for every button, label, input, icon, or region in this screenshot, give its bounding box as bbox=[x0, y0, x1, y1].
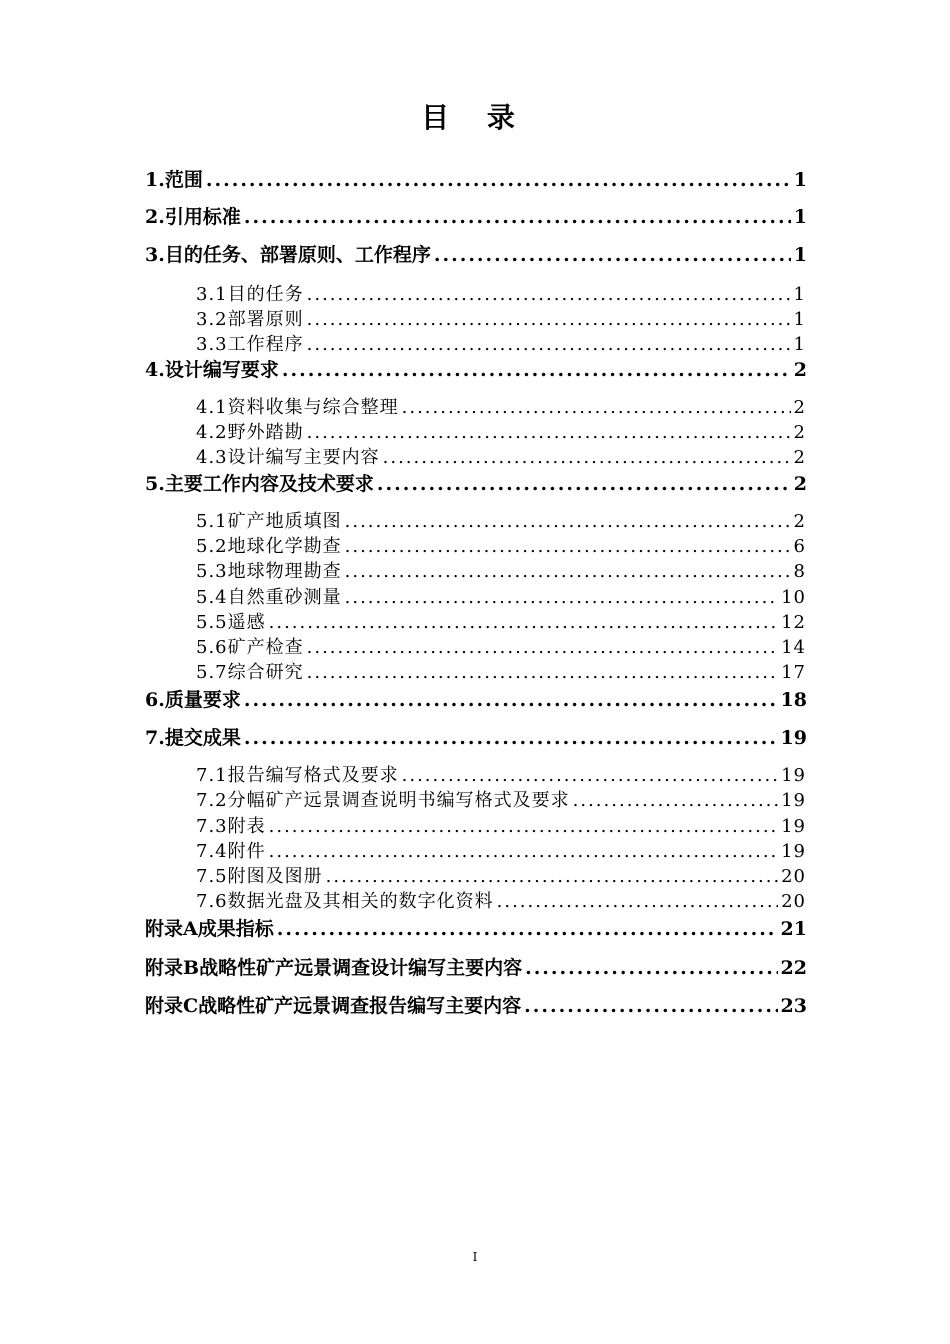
toc-entry-page: 20 bbox=[781, 866, 806, 887]
toc-entry-title: 矿产检查 bbox=[227, 637, 304, 658]
toc-entry-number: 7.2 bbox=[196, 790, 228, 811]
toc-entry-title: 范围 bbox=[164, 169, 203, 191]
toc-entry-title: 遥感 bbox=[227, 612, 266, 633]
toc-entry[interactable] bbox=[145, 991, 807, 1018]
toc-leader-dots bbox=[345, 587, 778, 608]
toc-entry-number: 4.1 bbox=[196, 397, 228, 418]
toc-entry-title: 附图及图册 bbox=[227, 866, 323, 887]
toc-leader-dots bbox=[244, 689, 778, 711]
toc-leader-dots bbox=[307, 309, 791, 330]
toc-entry[interactable] bbox=[196, 583, 806, 609]
toc-entry-page: 2 bbox=[793, 422, 806, 443]
toc-entry[interactable] bbox=[145, 165, 807, 192]
toc-entry-title: 目的任务 bbox=[227, 284, 304, 305]
toc-entry[interactable] bbox=[196, 837, 806, 863]
toc-leader-dots bbox=[524, 995, 777, 1017]
toc-entry-number: 7.3 bbox=[196, 816, 228, 837]
toc-entry-title: 报告编写格式及要求 bbox=[227, 765, 399, 786]
toc-entry[interactable] bbox=[196, 658, 806, 684]
toc-entry-number: 1. bbox=[145, 169, 165, 191]
toc-entry[interactable] bbox=[145, 469, 807, 496]
toc-entry[interactable] bbox=[196, 532, 806, 558]
toc-entry-page: 1 bbox=[793, 284, 806, 305]
toc-entry-page: 19 bbox=[780, 727, 807, 749]
toc-entry-page: 1 bbox=[793, 206, 807, 228]
toc-entry-page: 2 bbox=[793, 359, 807, 381]
toc-entry-number: 附录C bbox=[145, 995, 199, 1017]
toc-entry-page: 1 bbox=[793, 244, 807, 266]
toc-entry-number: 5.3 bbox=[196, 561, 228, 582]
toc-entry-number: 5.2 bbox=[196, 536, 228, 557]
toc-entry-page: 20 bbox=[781, 891, 806, 912]
toc-entry-number: 7.1 bbox=[196, 765, 228, 786]
toc-entry-number: 3.3 bbox=[196, 334, 228, 355]
toc-entry-title: 资料收集与综合整理 bbox=[227, 397, 399, 418]
toc-entry-title: 数据光盘及其相关的数字化资料 bbox=[227, 891, 494, 912]
toc-entry[interactable] bbox=[196, 786, 806, 812]
toc-entry-page: 8 bbox=[793, 561, 806, 582]
toc-leader-dots bbox=[345, 511, 791, 532]
toc-entry-page: 21 bbox=[780, 918, 807, 940]
toc-entry-title: 成果指标 bbox=[197, 918, 274, 940]
toc-entry-title: 附表 bbox=[227, 816, 266, 837]
toc-entry-title: 地球物理勘查 bbox=[227, 561, 342, 582]
toc-entry-number: 7.5 bbox=[196, 866, 228, 887]
toc-leader-dots bbox=[402, 765, 778, 786]
toc-entry-title: 分幅矿产远景调查说明书编写格式及要求 bbox=[227, 790, 570, 811]
toc-leader-dots bbox=[307, 334, 791, 355]
toc-entry-title: 野外踏勘 bbox=[227, 422, 304, 443]
toc-leader-dots bbox=[269, 612, 778, 633]
toc-entry-page: 19 bbox=[781, 841, 806, 862]
page-number: I bbox=[472, 1250, 478, 1264]
toc-entry[interactable] bbox=[145, 202, 807, 229]
toc-entry-title: 工作程序 bbox=[227, 334, 304, 355]
toc-leader-dots bbox=[307, 284, 791, 305]
toc-entry[interactable] bbox=[196, 393, 806, 419]
toc-entry-title: 提交成果 bbox=[164, 727, 241, 749]
toc-entry-number: 7.4 bbox=[196, 841, 228, 862]
toc-entry-title: 引用标准 bbox=[164, 206, 241, 228]
toc-leader-dots bbox=[345, 536, 791, 557]
toc-entry-title: 目的任务、部署原则、工作程序 bbox=[164, 244, 431, 266]
toc-entry-title: 设计编写要求 bbox=[164, 359, 279, 381]
toc-entry-number: 7.6 bbox=[196, 891, 228, 912]
toc-entry-page: 2 bbox=[793, 473, 807, 495]
toc-entry[interactable] bbox=[196, 443, 806, 469]
toc-entry-number: 3.1 bbox=[196, 284, 228, 305]
toc-leader-dots bbox=[269, 841, 778, 862]
toc-entry-title: 设计编写主要内容 bbox=[227, 447, 380, 468]
toc-leader-dots bbox=[277, 918, 778, 940]
toc-entry[interactable] bbox=[145, 953, 807, 980]
toc-entry-number: 3.2 bbox=[196, 309, 228, 330]
toc-entry-page: 2 bbox=[793, 447, 806, 468]
toc-entry[interactable] bbox=[196, 418, 806, 444]
toc-leader-dots bbox=[326, 866, 778, 887]
toc-entry-number: 4.2 bbox=[196, 422, 228, 443]
toc-entry-number: 附录A bbox=[145, 918, 198, 940]
toc-entry-title: 综合研究 bbox=[227, 662, 304, 683]
toc-entry[interactable] bbox=[196, 761, 806, 787]
toc-entry-number: 5.6 bbox=[196, 637, 228, 658]
toc-leader-dots bbox=[282, 359, 791, 381]
toc-entry-number: 5.5 bbox=[196, 612, 228, 633]
toc-entry-title: 主要工作内容及技术要求 bbox=[164, 473, 374, 495]
toc-entry-page: 23 bbox=[780, 995, 807, 1017]
toc-entry-title: 战略性矿产远景调查设计编写主要内容 bbox=[199, 957, 523, 979]
toc-entry-title: 战略性矿产远景调查报告编写主要内容 bbox=[198, 995, 522, 1017]
toc-entry[interactable] bbox=[145, 723, 807, 750]
toc-leader-dots bbox=[383, 447, 791, 468]
toc-entry[interactable] bbox=[196, 305, 806, 331]
toc-entry-page: 19 bbox=[781, 765, 806, 786]
toc-entry[interactable] bbox=[196, 862, 806, 888]
toc-leader-dots bbox=[269, 816, 778, 837]
toc-entry-number: 5. bbox=[145, 473, 165, 495]
toc-leader-dots bbox=[434, 244, 791, 266]
toc-entry[interactable] bbox=[196, 608, 806, 634]
toc-leader-dots bbox=[573, 790, 778, 811]
toc-leader-dots bbox=[402, 397, 791, 418]
toc-entry-number: 4. bbox=[145, 359, 165, 381]
toc-entry-page: 2 bbox=[793, 397, 806, 418]
toc-entry[interactable] bbox=[145, 355, 807, 382]
toc-entry-number: 4.3 bbox=[196, 447, 228, 468]
toc-entry-title: 地球化学勘查 bbox=[227, 536, 342, 557]
toc-entry-title: 自然重砂测量 bbox=[227, 587, 342, 608]
toc-entry-page: 17 bbox=[781, 662, 806, 683]
toc-entry-number: 3. bbox=[145, 244, 165, 266]
toc-leader-dots bbox=[307, 662, 778, 683]
toc-entry-page: 19 bbox=[781, 790, 806, 811]
toc-entry-number: 7. bbox=[145, 727, 165, 749]
toc-leader-dots bbox=[307, 422, 791, 443]
toc-entry[interactable] bbox=[196, 557, 806, 583]
toc-entry-page: 2 bbox=[793, 511, 806, 532]
toc-entry-number: 5.4 bbox=[196, 587, 228, 608]
toc-entry-page: 22 bbox=[780, 957, 807, 979]
toc-entry-page: 19 bbox=[781, 816, 806, 837]
toc-entry-number: 附录B bbox=[145, 957, 200, 979]
toc-entry[interactable] bbox=[145, 240, 807, 267]
toc-entry-page: 1 bbox=[793, 169, 807, 191]
toc-entry[interactable] bbox=[196, 330, 806, 356]
toc-leader-dots bbox=[345, 561, 791, 582]
toc-entry[interactable] bbox=[196, 812, 806, 838]
toc-leader-dots bbox=[244, 206, 791, 228]
toc-entry-title: 质量要求 bbox=[164, 689, 241, 711]
toc-leader-dots bbox=[377, 473, 791, 495]
toc-entry-page: 6 bbox=[793, 536, 806, 557]
toc-entry-title: 矿产地质填图 bbox=[227, 511, 342, 532]
toc-entry[interactable] bbox=[145, 914, 807, 941]
toc-entry[interactable] bbox=[196, 280, 806, 306]
toc-entry-title: 附件 bbox=[227, 841, 266, 862]
toc-entry[interactable] bbox=[196, 887, 806, 913]
toc-entry[interactable] bbox=[196, 633, 806, 659]
toc-entry-page: 14 bbox=[781, 637, 806, 658]
toc-leader-dots bbox=[244, 727, 778, 749]
toc-entry-page: 12 bbox=[781, 612, 806, 633]
toc-entry-title: 部署原则 bbox=[227, 309, 304, 330]
toc-entry[interactable] bbox=[145, 685, 807, 712]
toc-entry-number: 5.7 bbox=[196, 662, 228, 683]
toc-leader-dots bbox=[206, 169, 791, 191]
toc-entry-number: 5.1 bbox=[196, 511, 228, 532]
toc-entry-number: 2. bbox=[145, 206, 165, 228]
toc-leader-dots bbox=[307, 637, 778, 658]
toc-leader-dots bbox=[525, 957, 777, 979]
toc-entry-page: 18 bbox=[780, 689, 807, 711]
toc-entry-page: 1 bbox=[793, 309, 806, 330]
toc-entry-number: 6. bbox=[145, 689, 165, 711]
toc-entry-page: 10 bbox=[781, 587, 806, 608]
toc-leader-dots bbox=[497, 891, 778, 912]
page-title: 目 录 bbox=[421, 101, 529, 134]
toc-entry[interactable] bbox=[196, 507, 806, 533]
toc-entry-page: 1 bbox=[793, 334, 806, 355]
